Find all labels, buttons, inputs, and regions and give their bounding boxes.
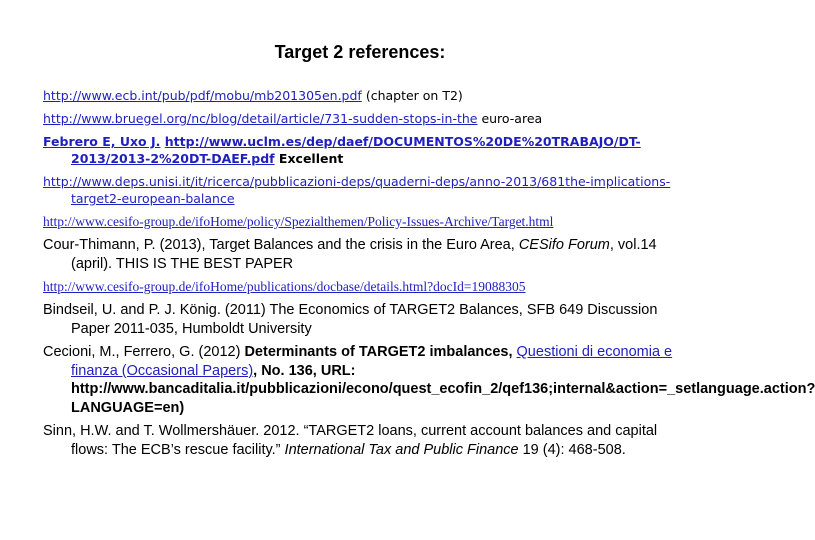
- reference-text: Bindseil, U. and P. J. König. (2011) The Economics of TARGET2 Balances, SFB 649 Discussion Paper 2011-035, Humboldt University: [43, 302, 658, 337]
- series-link[interactable]: Questioni di economia e finanza (Occasional Papers): [71, 344, 673, 379]
- reference-unisi: [43, 173, 693, 207]
- reference-list: [43, 87, 815, 464]
- reference-url: , No. 136, URL: http://www.bancaditalia.it/pubblicazioni/econo/quest_ecofin_2/qef136;internal&action=_setlanguage.action?LANGUAGE=en): [71, 362, 815, 416]
- journal-title: International Tax and Public Finance: [284, 441, 519, 458]
- paper-title: Determinants of TARGET2 imbalances,: [244, 344, 513, 360]
- reference-ecb: [43, 87, 693, 104]
- reference-cecioni: [43, 343, 815, 417]
- reference-cour-thimann: [43, 236, 693, 273]
- cesifo-docbase-link[interactable]: http://www.cesifo-group.de/ifoHome/publications/docbase/details.html?docId=19088305: [43, 279, 526, 294]
- reference-cesifo-docbase: [43, 278, 693, 296]
- reference-note: (chapter on T2): [361, 88, 463, 103]
- reference-sinn: [43, 422, 693, 459]
- author-link[interactable]: Febrero E, Uxo J.: [43, 134, 161, 149]
- ecb-link[interactable]: http://www.ecb.int/pub/pdf/mobu/mb201305en.pdf: [43, 88, 362, 103]
- reference-text: 19 (4): 468-508.: [518, 441, 626, 458]
- reference-text: Cecioni, M., Ferrero, G. (2012): [43, 344, 245, 360]
- reference-note: Excellent: [274, 151, 344, 166]
- bruegel-link[interactable]: http://www.bruegel.org/nc/blog/detail/article/731-sudden-stops-in-the: [43, 111, 478, 126]
- reference-cesifo-policy: [43, 213, 693, 231]
- reference-bruegel: [43, 110, 693, 127]
- uclm-link[interactable]: http://www.uclm.es/dep/daef/DOCUMENTOS%20DE%20TRABAJO/DT-2013/2013-2%20DT-DAEF.pdf: [71, 134, 641, 166]
- cesifo-policy-link[interactable]: http://www.cesifo-group.de/ifoHome/policy/Spezialthemen/Policy-Issues-Archive/Target.html: [43, 214, 554, 229]
- reference-text: , vol.14 (april).: [71, 237, 657, 272]
- reference-text: Sinn, H.W. and T. Wollmershäuer. 2012. “TARGET2 loans, current account balances and capital flows: The ECB’s rescue facility.”: [43, 423, 658, 458]
- reference-febrero: [43, 133, 693, 167]
- reference-text: Cour-Thimann, P. (2013), Target Balances and the crisis in the Euro Area,: [43, 237, 519, 253]
- page-title: Target 2 references:: [274, 42, 446, 62]
- unisi-link[interactable]: http://www.deps.unisi.it/it/ricerca/pubblicazioni-deps/quaderni-deps/anno-2013/681the-implications-target2-european-balance: [43, 174, 671, 206]
- reference-note: THIS IS THE BEST PAPER: [115, 255, 294, 272]
- reference-note: euro-area: [477, 111, 543, 126]
- reference-bindseil: [43, 301, 693, 338]
- journal-title: CESifo Forum: [518, 237, 610, 253]
